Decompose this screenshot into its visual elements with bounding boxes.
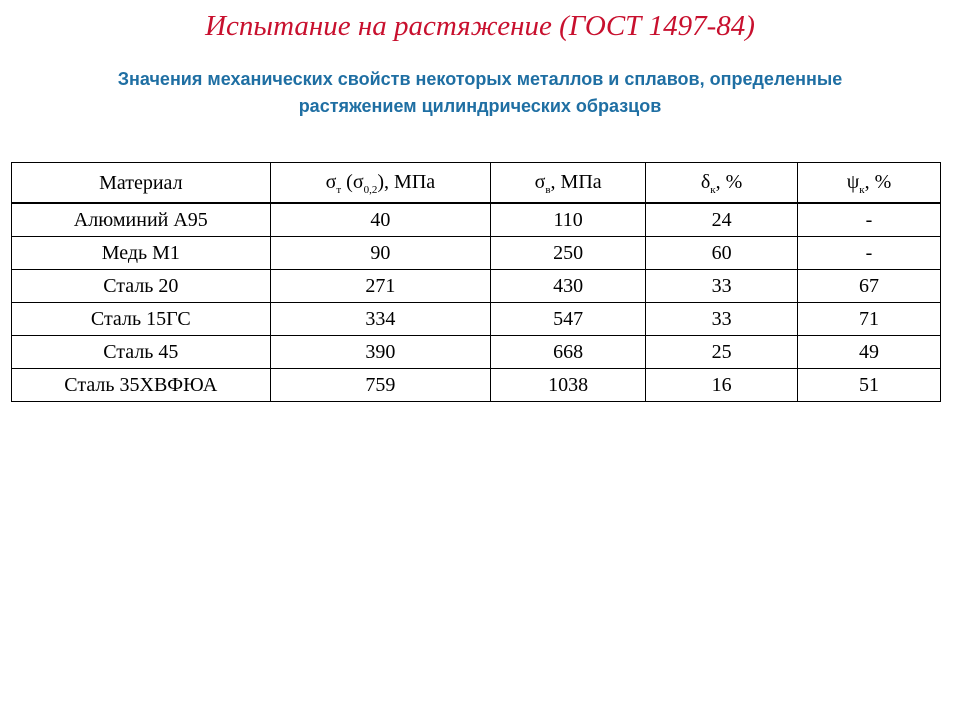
cell-reduction: 67 — [798, 270, 941, 303]
cell-reduction: 49 — [798, 336, 941, 369]
unit-text: ), МПа — [377, 171, 436, 193]
sigma-symbol: σ — [325, 171, 337, 193]
header-material: Материал — [12, 163, 271, 204]
table-row — [12, 203, 941, 237]
subscript: в — [545, 184, 551, 196]
caption-line-1: Значения механических свойств некоторых металлов и сплавов, определенные — [117, 69, 843, 89]
cell-yield: 759 — [270, 369, 490, 402]
cell-reduction: 51 — [798, 369, 941, 402]
table-row — [12, 237, 941, 270]
cell-elongation: 16 — [646, 369, 798, 402]
cell-reduction: - — [798, 237, 941, 270]
table-row — [12, 303, 941, 336]
cell-yield: 271 — [270, 270, 490, 303]
cell-elongation: 24 — [646, 203, 798, 237]
unit-text: , % — [864, 171, 892, 193]
subscript: т — [336, 184, 342, 196]
table-row — [12, 369, 941, 402]
properties-table — [11, 162, 941, 402]
cell-ultimate: 1038 — [491, 369, 646, 402]
cell-yield: 40 — [270, 203, 490, 237]
header-yield-strength — [270, 163, 490, 204]
paren-sigma: (σ — [341, 171, 364, 193]
cell-yield: 334 — [270, 303, 490, 336]
subscript: к — [859, 184, 865, 196]
cell-material: Сталь 35ХВФЮА — [12, 369, 271, 402]
cell-ultimate: 430 — [491, 270, 646, 303]
cell-elongation: 33 — [646, 270, 798, 303]
cell-reduction: 71 — [798, 303, 941, 336]
subscript: 0,2 — [363, 184, 378, 196]
cell-material: Алюминий А95 — [12, 203, 271, 237]
cell-elongation: 33 — [646, 303, 798, 336]
cell-material: Сталь 15ГС — [12, 303, 271, 336]
table-row — [12, 336, 941, 369]
cell-reduction: - — [798, 203, 941, 237]
cell-ultimate: 110 — [491, 203, 646, 237]
cell-yield: 90 — [270, 237, 490, 270]
cell-material: Сталь 20 — [12, 270, 271, 303]
unit-text: , МПа — [550, 171, 602, 193]
subscript: к — [710, 184, 716, 196]
table-caption — [40, 66, 920, 120]
caption-line-2: растяжением цилиндрических образцов — [298, 96, 662, 116]
cell-yield: 390 — [270, 336, 490, 369]
header-ultimate-strength — [491, 163, 646, 204]
cell-ultimate: 668 — [491, 336, 646, 369]
table-row — [12, 270, 941, 303]
cell-material: Медь М1 — [12, 237, 271, 270]
cell-elongation: 60 — [646, 237, 798, 270]
header-reduction-of-area — [798, 163, 941, 204]
page-title: Испытание на растяжение (ГОСТ 1497-84) — [205, 10, 755, 42]
header-elongation — [646, 163, 798, 204]
cell-material: Сталь 45 — [12, 336, 271, 369]
unit-text: , % — [715, 171, 743, 193]
cell-ultimate: 547 — [491, 303, 646, 336]
sigma-symbol: σ — [534, 171, 546, 193]
cell-elongation: 25 — [646, 336, 798, 369]
delta-symbol: δ — [700, 171, 711, 193]
cell-ultimate: 250 — [491, 237, 646, 270]
psi-symbol: ψ — [846, 171, 860, 193]
header-row — [12, 163, 941, 204]
